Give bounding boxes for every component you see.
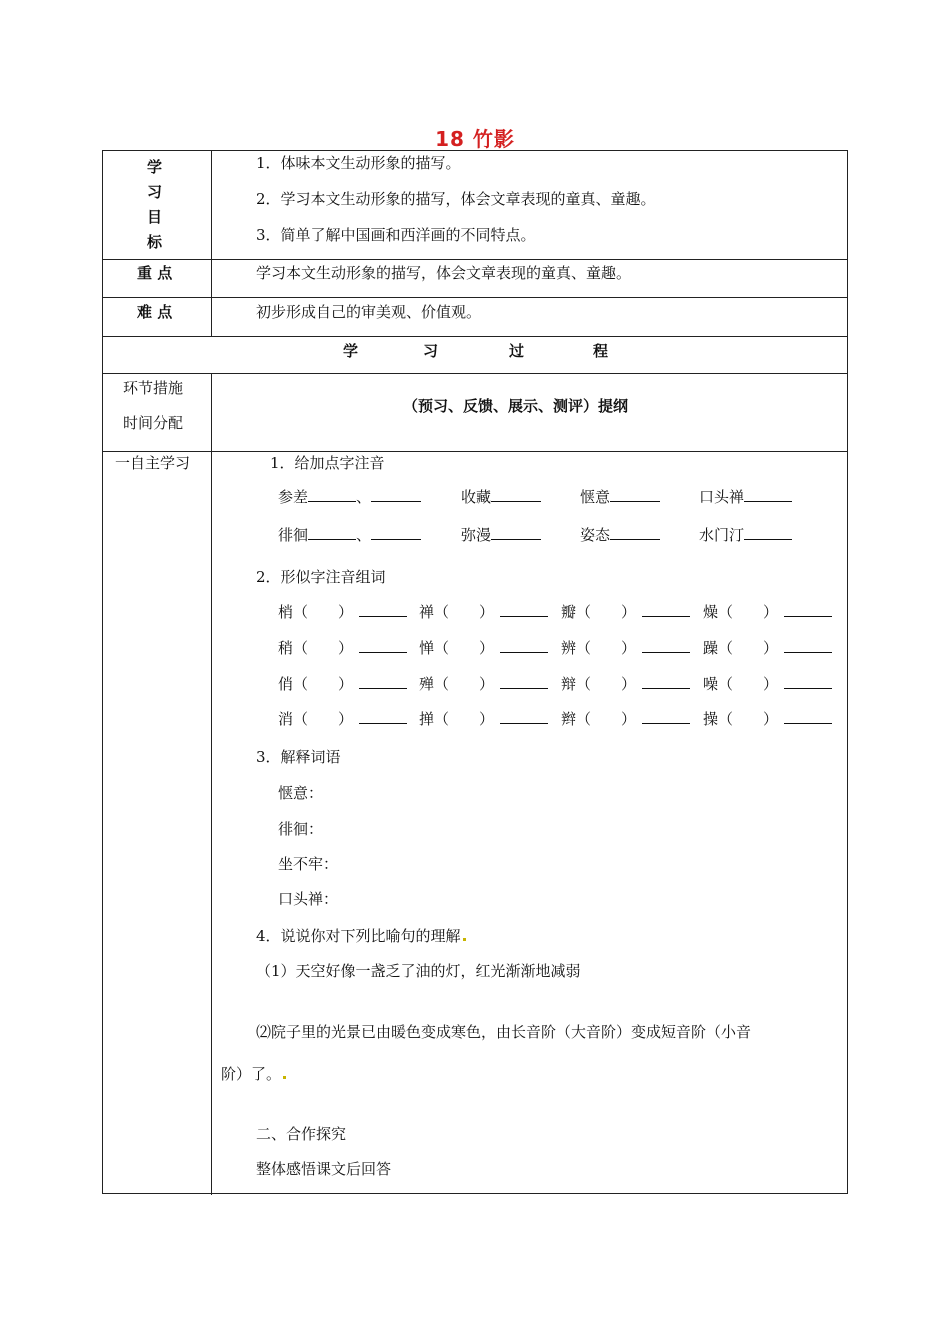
- row-divider: [103, 259, 847, 260]
- objectives-label-char: 学: [147, 158, 163, 176]
- similar-char: 噪: [703, 675, 719, 693]
- term: 徘徊：: [278, 820, 324, 838]
- header-col2: （预习、反馈、展示、测评）提纲: [403, 397, 629, 415]
- similar-char: 操: [703, 710, 719, 728]
- row-divider: [103, 451, 847, 452]
- row-divider: [103, 373, 847, 374]
- similar-char: 掸: [419, 710, 435, 728]
- q4-heading: 4．说说你对下列比喻句的理解: [256, 926, 466, 946]
- paren-blank: （ ）: [576, 710, 637, 728]
- page-title: 18 竹影: [435, 127, 515, 151]
- column-divider: [211, 151, 212, 336]
- header-col1-line2: 时间分配: [123, 414, 184, 432]
- similar-char: 燥: [703, 603, 719, 621]
- process-heading-char: 学: [343, 342, 359, 360]
- similar-char-item: [703, 709, 832, 729]
- objective-item: 3．简单了解中国画和西洋画的不同特点。: [256, 226, 536, 244]
- similar-char-item: [419, 709, 548, 729]
- process-heading-char: 程: [593, 342, 609, 360]
- similar-char: 辫: [561, 710, 577, 728]
- pinyin-word: 惬意: [580, 488, 611, 506]
- paren-blank: （ ）: [576, 639, 637, 657]
- pinyin-item: [580, 487, 660, 507]
- similar-char-item: [703, 638, 832, 658]
- row-divider: [103, 297, 847, 298]
- paren-blank: （ ）: [293, 675, 354, 693]
- similar-char-item: [703, 602, 832, 622]
- objectives-label-char: 习: [147, 183, 163, 201]
- similar-char-item: [278, 638, 407, 658]
- similar-char-item: [561, 638, 690, 658]
- paren-blank: （ ）: [718, 639, 779, 657]
- paren-blank: （ ）: [293, 603, 354, 621]
- similar-char: 躁: [703, 639, 719, 657]
- simile-sentence-2-line1: ⑵院子里的光景已由暖色变成寒色，由长音阶（大音阶）变成短音阶（小音: [256, 1023, 752, 1041]
- paren-blank: （ ）: [718, 710, 779, 728]
- pinyin-item: [699, 487, 792, 507]
- section2-text: 整体感悟课文后回答: [256, 1160, 392, 1178]
- paren-blank: （ ）: [434, 603, 495, 621]
- term: 惬意：: [278, 784, 324, 802]
- similar-char: 惮: [419, 639, 435, 657]
- difficulty-text: 初步形成自己的审美观、价值观。: [256, 303, 482, 321]
- pinyin-word: 收藏: [461, 488, 492, 506]
- pinyin-item: [461, 487, 541, 507]
- section1-label: 一自主学习: [115, 454, 191, 472]
- objectives-label-char: 目: [147, 208, 163, 226]
- paren-blank: （ ）: [576, 603, 637, 621]
- section2-heading: 二、合作探究: [256, 1125, 347, 1143]
- term: 坐不牢：: [278, 855, 339, 873]
- simile-sentence-2-line2: 阶）了。: [221, 1064, 286, 1084]
- q1-heading: 1．给加点字注音: [270, 454, 385, 472]
- paren-blank: （ ）: [576, 675, 637, 693]
- similar-char-item: [561, 709, 690, 729]
- paren-blank: （ ）: [434, 675, 495, 693]
- pinyin-word: 水门汀: [699, 526, 745, 544]
- similar-char-item: [703, 674, 832, 694]
- paren-blank: （ ）: [293, 710, 354, 728]
- paren-blank: （ ）: [293, 639, 354, 657]
- similar-char: 辨: [561, 639, 577, 657]
- pinyin-item: [580, 525, 660, 545]
- pinyin-word: 徘徊: [278, 526, 309, 544]
- term: 口头禅：: [278, 890, 339, 908]
- row-divider: [103, 336, 847, 337]
- objectives-label-char: 标: [147, 233, 163, 251]
- difficulty-label: 难 点: [137, 303, 173, 321]
- objective-item: 2．学习本文生动形象的描写，体会文章表现的童真、童趣。: [256, 190, 656, 208]
- paren-blank: （ ）: [718, 675, 779, 693]
- objective-item: 1．体味本文生动形象的描写。: [256, 154, 461, 172]
- process-heading-char: 习: [423, 342, 439, 360]
- similar-char: 殚: [419, 675, 435, 693]
- q3-heading: 3．解释词语: [256, 748, 341, 766]
- pinyin-word: 弥漫: [461, 526, 492, 544]
- simile-sentence-1: （1）天空好像一盏乏了油的灯，红光渐渐地减弱: [256, 962, 581, 980]
- paren-blank: （ ）: [434, 639, 495, 657]
- similar-char: 消: [278, 710, 294, 728]
- similar-char: 稍: [278, 639, 294, 657]
- pinyin-item: 参差 、: [278, 487, 421, 507]
- similar-char: 俏: [278, 675, 294, 693]
- lesson-table: [102, 150, 848, 1194]
- pinyin-item: 徘徊 、: [278, 525, 421, 545]
- similar-char: 禅: [419, 603, 435, 621]
- similar-char-item: [561, 674, 690, 694]
- pinyin-word: 参差: [278, 488, 309, 506]
- pinyin-item: [699, 525, 792, 545]
- similar-char: 梢: [278, 603, 294, 621]
- similar-char-item: [419, 602, 548, 622]
- similar-char-item: [278, 709, 407, 729]
- paren-blank: （ ）: [718, 603, 779, 621]
- similar-char-item: [278, 674, 407, 694]
- pinyin-item: [461, 525, 541, 545]
- column-divider: [211, 373, 212, 1195]
- process-heading-char: 过: [509, 342, 525, 360]
- similar-char: 辩: [561, 675, 577, 693]
- pinyin-word: 口头禅: [699, 488, 745, 506]
- q2-heading: 2．形似字注音组词: [256, 568, 386, 586]
- key-point-label: 重 点: [137, 264, 173, 282]
- similar-char-item: [278, 602, 407, 622]
- paren-blank: （ ）: [434, 710, 495, 728]
- header-col1-line1: 环节措施: [123, 379, 184, 397]
- similar-char-item: [419, 638, 548, 658]
- similar-char-item: [561, 602, 690, 622]
- key-point-text: 学习本文生动形象的描写，体会文章表现的童真、童趣。: [256, 264, 632, 282]
- similar-char: 瓣: [561, 603, 577, 621]
- pinyin-word: 姿态: [580, 526, 611, 544]
- similar-char-item: [419, 674, 548, 694]
